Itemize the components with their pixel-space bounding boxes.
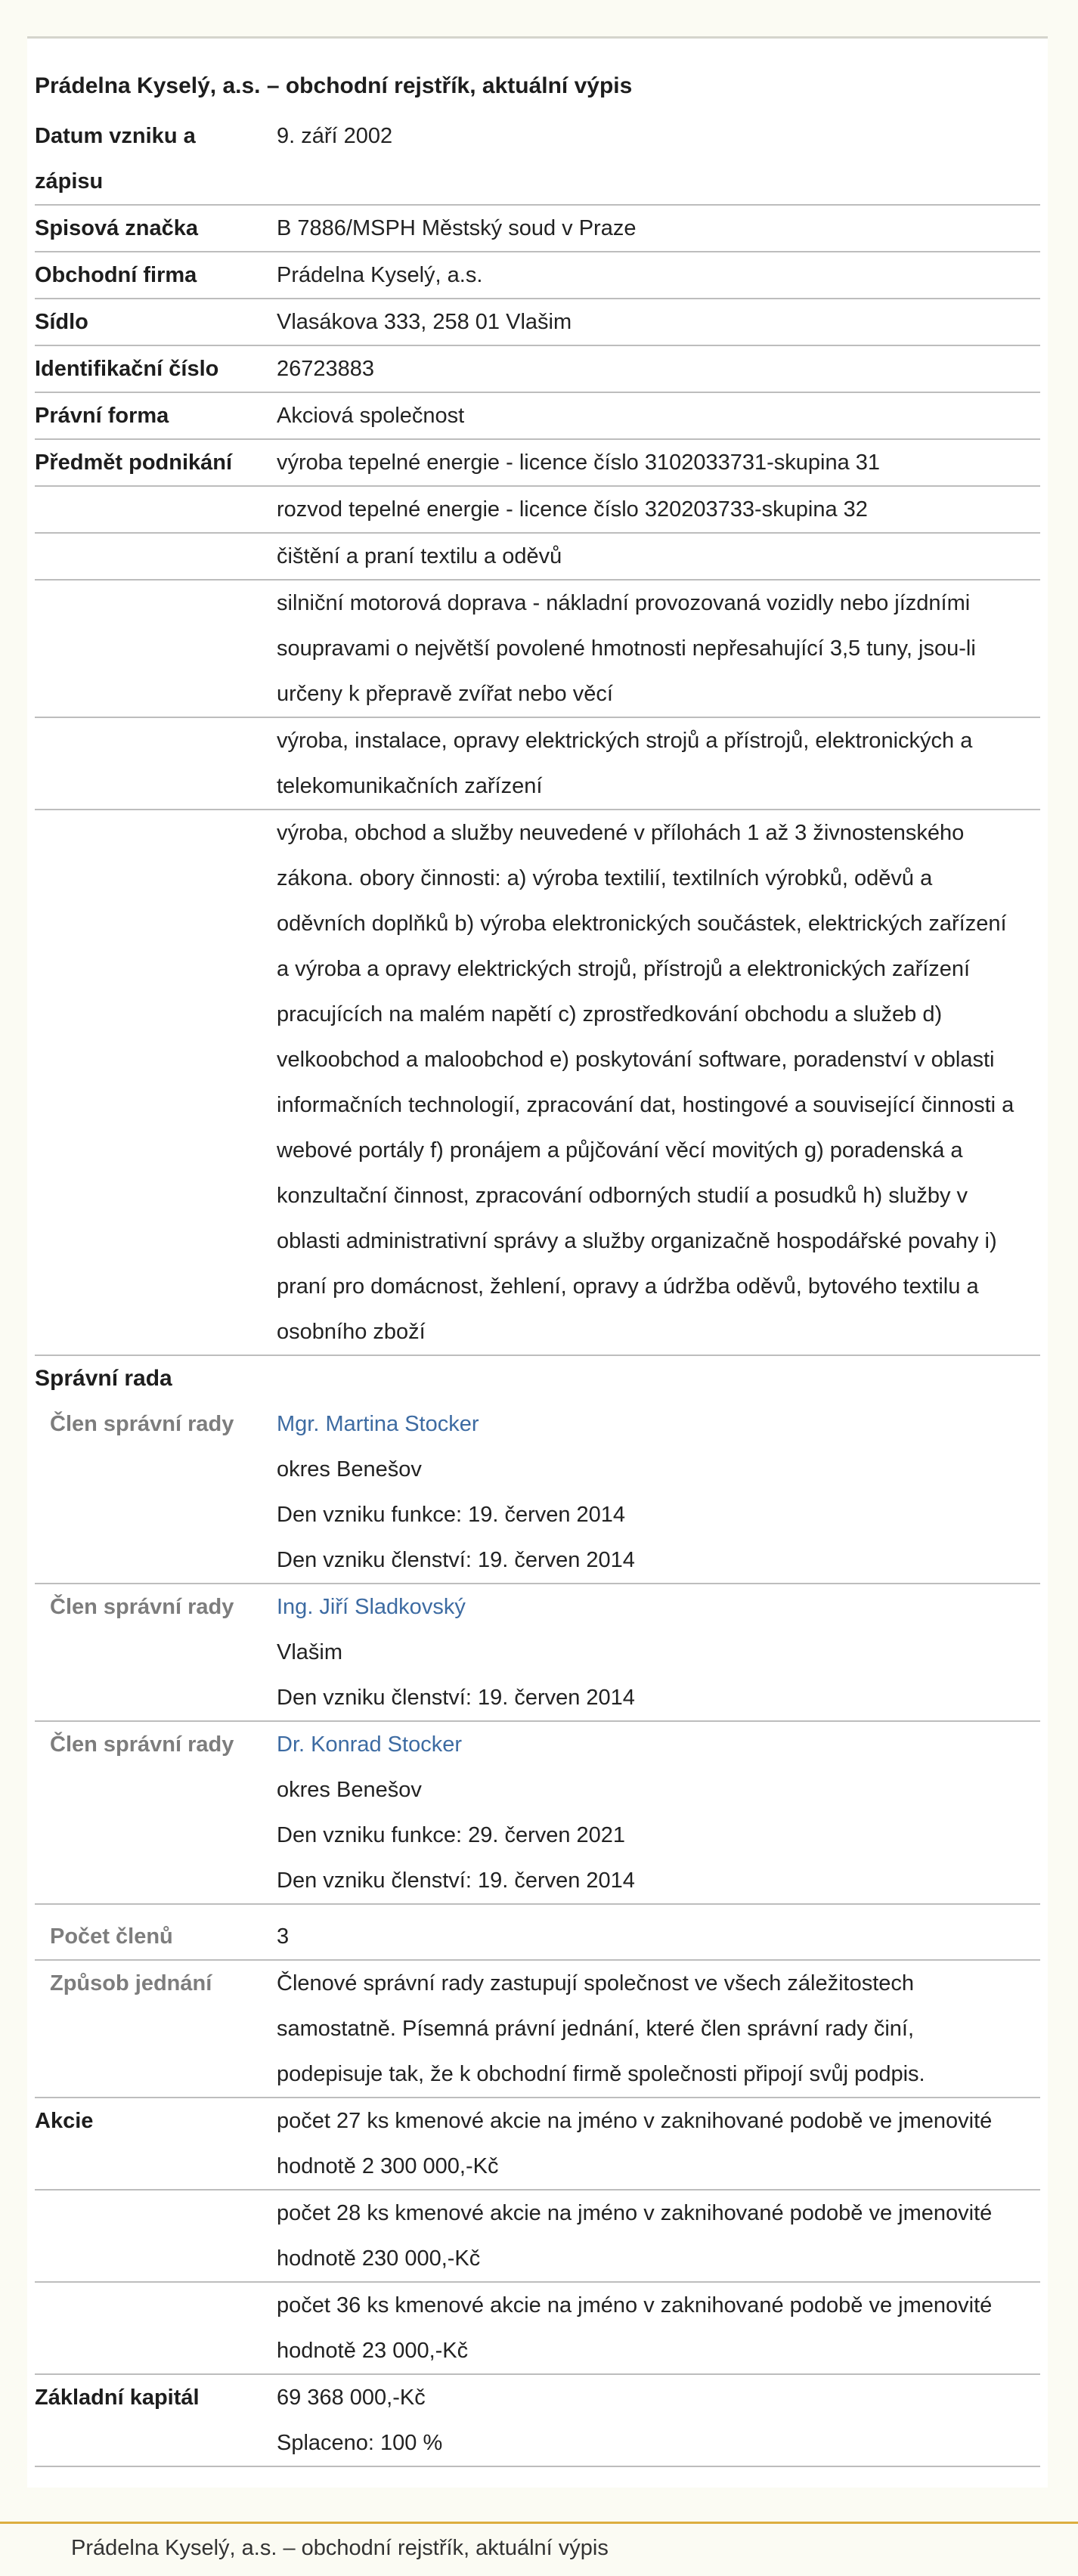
- member-name-link[interactable]: Dr. Konrad Stocker: [277, 1732, 462, 1757]
- field-label: Akcie: [35, 2109, 94, 2133]
- value-line: výroba, obchod a služby neuvedené v přílohách 1 až 3 živnostenského: [277, 821, 965, 845]
- field-value: [277, 1584, 1040, 1720]
- value-line: výroba, instalace, opravy elektrických strojů a přístrojů, elektronických a: [277, 729, 973, 753]
- field-value: [277, 487, 1040, 532]
- row-pocet-clenu: [35, 1905, 1040, 1961]
- section-heading: Správní rada: [35, 1366, 172, 1391]
- page-title: Prádelna Kyselý, a.s. – obchodní rejstřík, aktuální výpis: [35, 73, 633, 98]
- field-value: B 7886/MSPH Městský soud v Praze: [277, 216, 637, 240]
- value-line: Den vzniku funkce: 29. červen 2021: [277, 1823, 626, 1847]
- field-value: [277, 1401, 1040, 1583]
- field-value: 26723883: [277, 357, 375, 381]
- value-line: webové portály f) pronájem a půjčování věcí movitých g) poradenská a: [277, 1138, 963, 1163]
- value-line: Členové správní rady zastupují společnost ve všech záležitostech: [277, 1971, 915, 1995]
- field-label: Člen správní rady: [50, 1412, 234, 1436]
- row-pravni-forma: [35, 393, 1040, 440]
- value-line: soupravami o největší povolené hmotnosti nepřesahující 3,5 tuny, jsou-li: [277, 636, 976, 661]
- field-value: 9. září 2002: [277, 124, 393, 148]
- field-value: [277, 2375, 1040, 2466]
- value-line: Den vzniku členství: 19. červen 2014: [277, 1686, 635, 1710]
- field-value: [277, 718, 1040, 809]
- field-label: Identifikační číslo: [35, 357, 219, 381]
- member-name-link[interactable]: Mgr. Martina Stocker: [277, 1412, 479, 1436]
- field-value: Akciová společnost: [277, 404, 465, 428]
- row-datum-vzniku: [35, 113, 1040, 206]
- value-line: počet 36 ks kmenové akcie na jméno v zaknihované podobě ve jmenovité: [277, 2293, 993, 2317]
- field-label: Právní forma: [35, 404, 169, 428]
- row-board-member: [35, 1584, 1040, 1722]
- registry-table: [35, 113, 1040, 2467]
- value-line: osobního zboží: [277, 1320, 426, 1344]
- field-label: Člen správní rady: [50, 1595, 234, 1619]
- value-line: okres Benešov: [277, 1778, 422, 1802]
- value-line: Splaceno: 100 %: [277, 2431, 443, 2455]
- field-label: Počet členů: [50, 1924, 173, 1949]
- field-value: [277, 2098, 1040, 2189]
- value-line: rozvod tepelné energie - licence číslo 320203733-skupina 32: [277, 497, 868, 522]
- member-name-link[interactable]: Ing. Jiří Sladkovský: [277, 1595, 466, 1619]
- row-predmet-item: [35, 581, 1040, 718]
- value-line: podepisuje tak, že k obchodní firmě společnosti připojí svůj podpis.: [277, 2062, 925, 2086]
- field-label: Způsob jednání: [50, 1971, 212, 1995]
- footer-title: Prádelna Kyselý, a.s. – obchodní rejstřík, aktuální výpis: [71, 2536, 609, 2560]
- field-label: [35, 534, 277, 579]
- value-line: počet 28 ks kmenové akcie na jméno v zaknihované podobě ve jmenovité: [277, 2201, 993, 2225]
- row-predmet-item: [35, 487, 1040, 534]
- field-label: [35, 2191, 277, 2281]
- field-value: Vlasákova 333, 258 01 Vlašim: [277, 310, 572, 334]
- field-value: [277, 2191, 1040, 2281]
- field-label: [35, 718, 277, 809]
- value-line: pracujících na malém napětí c) zprostředkování obchodu a služeb d): [277, 1002, 943, 1026]
- field-value: 3: [277, 1924, 290, 1949]
- row-obchodni-firma: [35, 252, 1040, 299]
- field-label: [35, 487, 277, 532]
- field-value: [277, 810, 1040, 1355]
- value-line: Den vzniku členství: 19. červen 2014: [277, 1548, 635, 1572]
- field-label: [35, 581, 277, 717]
- value-line: oblasti administrativní správy a služby organizačně hospodářské povahy i): [277, 1229, 997, 1253]
- value-line: Den vzniku členství: 19. červen 2014: [277, 1869, 635, 1893]
- value-line: praní pro domácnost, žehlení, opravy a údržba oděvů, bytového textilu a: [277, 1274, 979, 1299]
- field-value: [277, 2283, 1040, 2373]
- field-value: Prádelna Kyselý, a.s.: [277, 263, 483, 287]
- row-spravni-rada-heading: [35, 1356, 1040, 1401]
- label-line: zápisu: [35, 169, 104, 194]
- row-zakladni-kapital: [35, 2375, 1040, 2467]
- row-ico: [35, 346, 1040, 393]
- value-line: výroba tepelné energie - licence číslo 3102033731-skupina 31: [277, 450, 881, 475]
- value-line: hodnotě 23 000,-Kč: [277, 2339, 469, 2363]
- row-akcie-item: [35, 2098, 1040, 2191]
- value-line: telekomunikačních zařízení: [277, 774, 543, 798]
- akcie-section: [35, 2098, 1040, 2375]
- value-line: hodnotě 230 000,-Kč: [277, 2246, 481, 2271]
- value-line: hodnotě 2 300 000,-Kč: [277, 2154, 499, 2178]
- value-line: zákona. obory činnosti: a) výroba textilií, textilních výrobků, oděvů a: [277, 866, 933, 890]
- value-line: silniční motorová doprava - nákladní provozovaná vozidly nebo jízdními: [277, 591, 971, 615]
- field-label: Člen správní rady: [50, 1732, 234, 1757]
- value-line: 69 368 000,-Kč: [277, 2386, 426, 2410]
- field-label: Sídlo: [35, 310, 88, 334]
- footer-divider: [0, 2522, 1078, 2524]
- value-line: samostatně. Písemná právní jednání, které člen správní rady činí,: [277, 2017, 915, 2041]
- row-akcie-item: [35, 2191, 1040, 2283]
- field-label: Předmět podnikání: [35, 450, 233, 475]
- value-line: okres Benešov: [277, 1457, 422, 1482]
- field-value: [277, 1722, 1040, 1903]
- board-members: [35, 1401, 1040, 1905]
- field-label: [35, 113, 277, 204]
- value-line: informačních technologií, zpracování dat, hostingové a související činnosti a: [277, 1093, 1014, 1117]
- value-line: určeny k přepravě zvířat nebo věcí: [277, 682, 613, 706]
- row-predmet-item: [35, 718, 1040, 810]
- row-predmet-item: [35, 534, 1040, 581]
- field-value: [277, 1961, 1040, 2097]
- field-value: [277, 534, 1040, 579]
- row-spisova-znacka: [35, 206, 1040, 252]
- row-predmet-item: [35, 440, 1040, 487]
- value-line: počet 27 ks kmenové akcie na jméno v zaknihované podobě ve jmenovité: [277, 2109, 993, 2133]
- value-line: velkoobchod a maloobchod e) poskytování software, poradenství v oblasti: [277, 1048, 995, 1072]
- row-zpusob-jednani: [35, 1961, 1040, 2098]
- row-sidlo: [35, 299, 1040, 346]
- registry-extract: [27, 39, 1048, 2488]
- row-predmet-item: [35, 810, 1040, 1356]
- field-value: [277, 581, 1040, 717]
- label-line: Datum vzniku a: [35, 124, 196, 148]
- value-line: Vlašim: [277, 1640, 343, 1664]
- field-label: Základní kapitál: [35, 2386, 200, 2410]
- value-line: a výroba a opravy elektrických strojů, přístrojů a elektronických zařízení: [277, 957, 971, 981]
- value-line: čištění a praní textilu a oděvů: [277, 544, 562, 568]
- field-label: [35, 810, 277, 1355]
- value-line: oděvních doplňků b) výroba elektronických součástek, elektrických zařízení: [277, 912, 1007, 936]
- field-label: Spisová značka: [35, 216, 198, 240]
- row-akcie-item: [35, 2283, 1040, 2375]
- field-label: [35, 2283, 277, 2373]
- predmet-podnikani-section: [35, 440, 1040, 1356]
- row-board-member: [35, 1722, 1040, 1905]
- value-line: Den vzniku funkce: 19. červen 2014: [277, 1503, 626, 1527]
- field-label: Obchodní firma: [35, 263, 197, 287]
- value-line: konzultační činnost, zpracování odborných studií a posudků h) služby v: [277, 1184, 968, 1208]
- row-board-member: [35, 1401, 1040, 1584]
- field-value: [277, 440, 1040, 485]
